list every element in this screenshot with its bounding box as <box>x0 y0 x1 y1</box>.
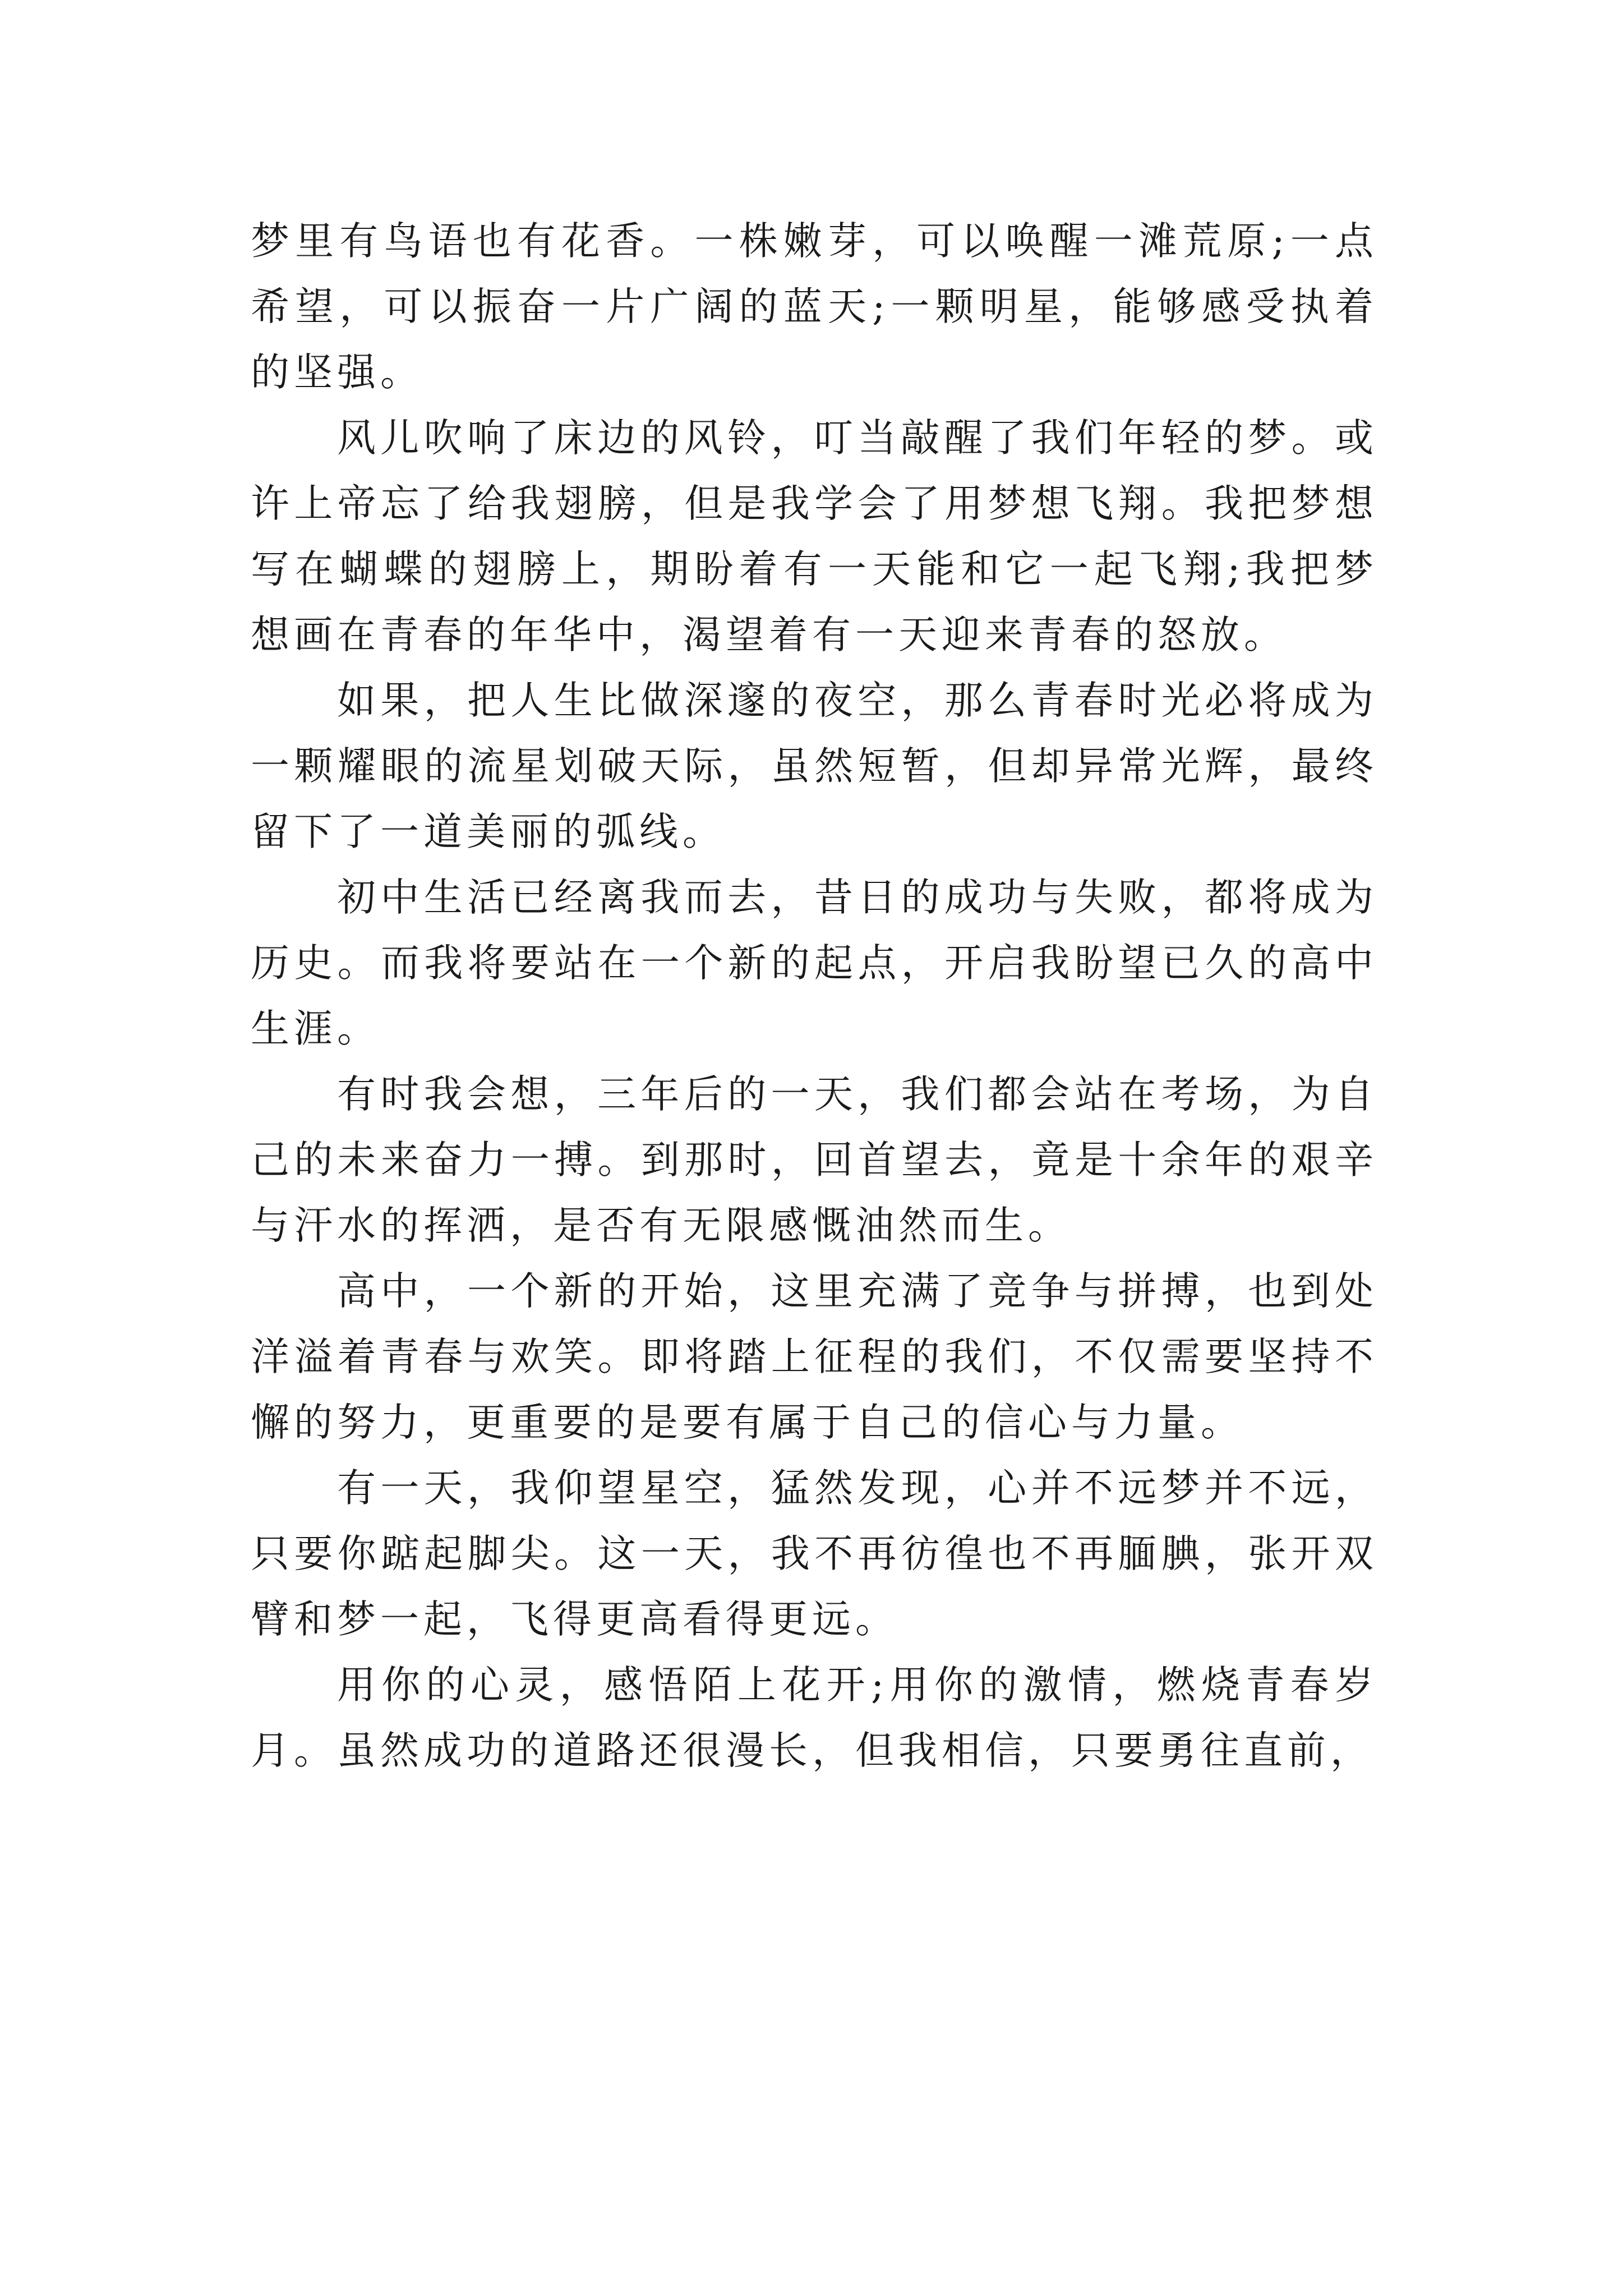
paragraph-6: 高中，一个新的开始，这里充满了竞争与拼搏，也到处洋溢着青春与欢笑。即将踏上征程的我们，不仅需要坚持不懈的努力，更重要的是要有属于自己的信心与力量。 <box>251 1269 1378 1445</box>
paragraph-1: 梦里有鸟语也有花香。一株嫩芽，可以唤醒一滩荒原;一点希望，可以振奋一片广阔的蓝天;一颗明星，能够感受执着的坚强。 <box>251 219 1378 395</box>
paragraph-2: 风儿吹响了床边的风铃，叮当敲醒了我们年轻的梦。或许上帝忘了给我翅膀，但是我学会了用梦想飞翔。我把梦想写在蝴蝶的翅膀上，期盼着有一天能和它一起飞翔;我把梦想画在青春的年华中，渴望着有一天迎来青春的怒放。 <box>251 416 1378 657</box>
paragraph-3: 如果，把人生比做深邃的夜空，那么青春时光必将成为一颗耀眼的流星划破天际，虽然短暂，但却异常光辉，最终留下了一道美丽的弧线。 <box>251 678 1378 854</box>
paragraph-8: 用你的心灵，感悟陌上花开;用你的激情，燃烧青春岁月。虽然成功的道路还很漫长，但我相信，只要勇往直前， <box>251 1663 1378 1773</box>
paragraph-7: 有一天，我仰望星空，猛然发现，心并不远梦并不远，只要你踮起脚尖。这一天，我不再彷徨也不再腼腆，张开双臂和梦一起，飞得更高看得更远。 <box>251 1466 1378 1642</box>
document-body <box>251 209 1378 1784</box>
paragraph-4: 初中生活已经离我而去，昔日的成功与失败，都将成为历史。而我将要站在一个新的起点，开启我盼望已久的高中生涯。 <box>251 875 1378 1051</box>
paragraph-5: 有时我会想，三年后的一天，我们都会站在考场，为自己的未来奋力一搏。到那时，回首望去，竟是十余年的艰辛与汗水的挥洒，是否有无限感慨油然而生。 <box>251 1072 1378 1248</box>
